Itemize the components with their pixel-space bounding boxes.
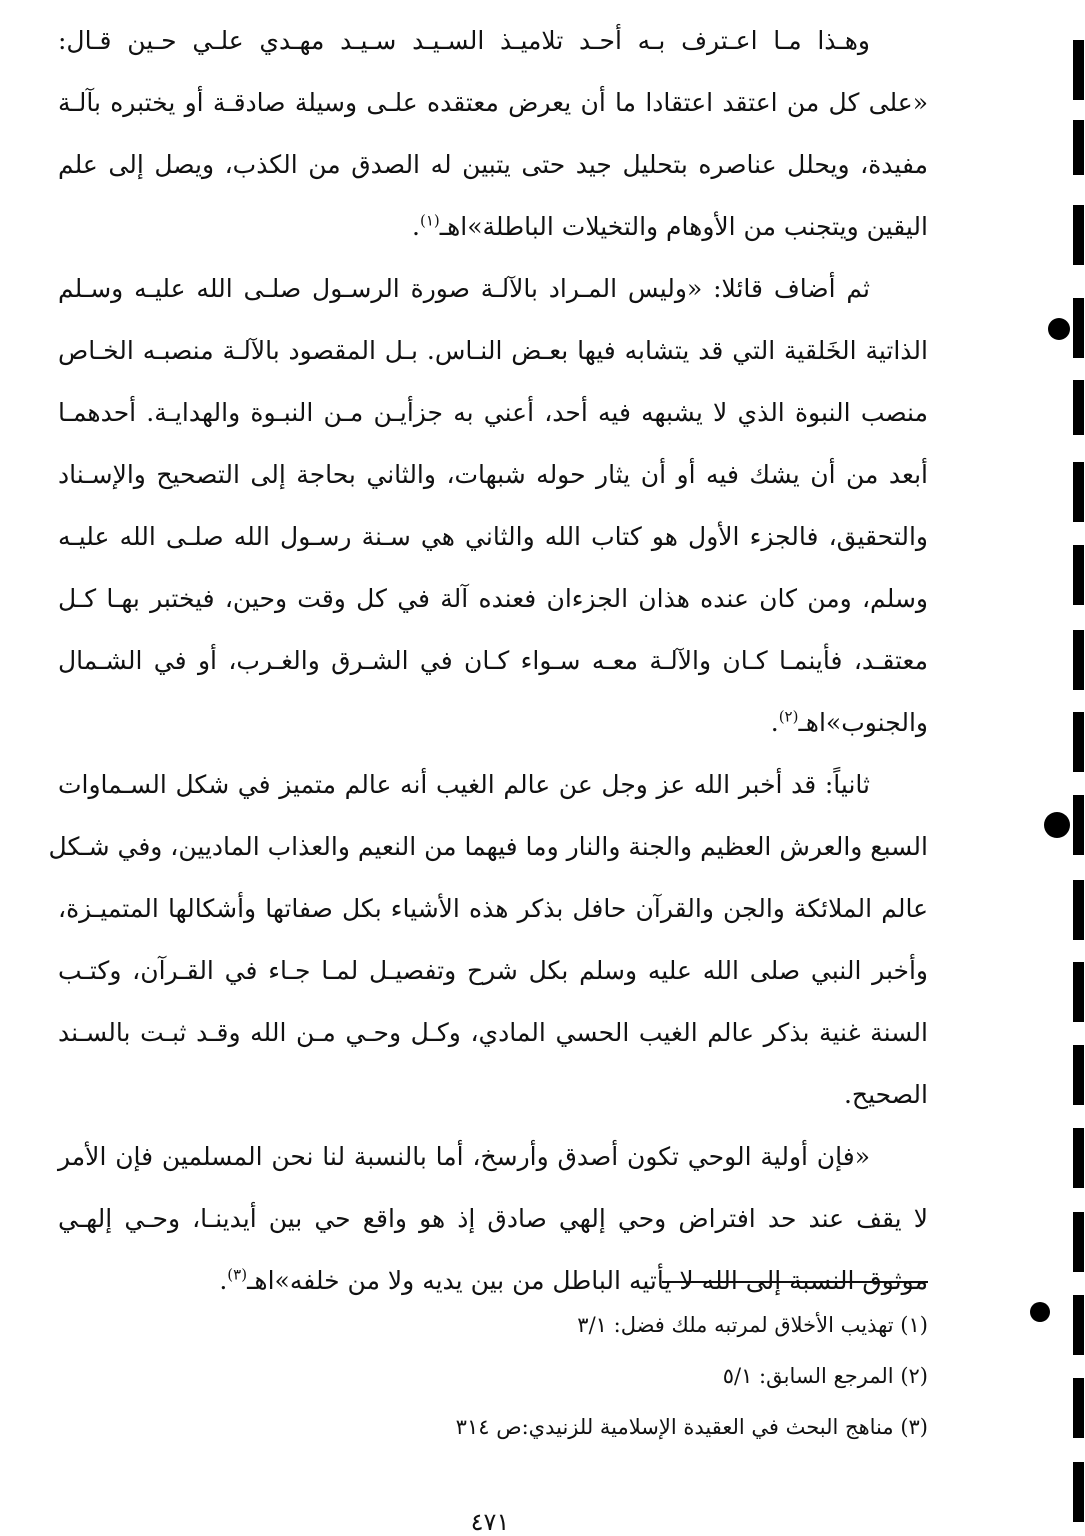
scan-edge-mark (1073, 205, 1084, 265)
scan-edge-mark (1073, 1295, 1084, 1355)
text-line: وهـذا مـا اعـترف بـه أحـد تلاميـذ السـيـد سـيـد مهـدي علـي حـين قـال: (58, 26, 870, 55)
scan-edge-mark (1073, 298, 1084, 358)
footnote-marker: (١) (420, 211, 440, 230)
page-number: ٤٧١ (470, 1508, 510, 1536)
scan-edge-mark (1073, 1378, 1084, 1438)
scan-punch-hole (1044, 812, 1070, 838)
text-line: عالم الملائكة والجن والقرآن حافل بذكر هذه الأشياء بكل صفاتها وأشكالها المتميـزة، (58, 894, 928, 923)
text-line: مفيدة، ويحلل عناصره بتحليل جيد حتى يتبين له الصدق من الكذب، ويصل إلى علم (58, 150, 928, 179)
paragraph-4 (58, 1126, 928, 1312)
text-line: موثوق النسبة إلى الله لا يأتيه الباطل من بين يديه ولا من خلفه»اهـ (247, 1266, 928, 1295)
text-line-last (58, 692, 928, 754)
scan-edge-mark (1073, 120, 1084, 175)
text-line: «على كل من اعتقد اعتقادا ما أن يعرض معتقده علـى وسيلة صادقـة أو يختبره بآلـة (58, 88, 928, 117)
scan-punch-hole (1030, 1302, 1050, 1322)
footnote-marker: (٢) (778, 707, 799, 726)
scan-edge-mark (1073, 1462, 1084, 1522)
scan-edge-mark (1073, 545, 1084, 605)
footnote-3: (٣) مناهج البحث في العقيدة الإسلامية للزنيدي:ص ٣١٤ (455, 1415, 928, 1439)
scan-punch-hole (1048, 318, 1070, 340)
footnote-1: (١) تهذيب الأخلاق لمرتبه ملك فضل: ٣/١ (577, 1313, 928, 1337)
line-end: . (770, 708, 779, 737)
text-line: السبع والعرش العظيم والجنة والنار وما فيهما من النعيم والعذاب الماديين، وفي شـكل (48, 832, 928, 861)
paragraph-1 (58, 10, 928, 258)
main-text (48, 10, 928, 1312)
text-line: وسلم، ومن كان عنده هذان الجزءان فعنده آلة في كل وقت وحين، فيختبر بهـا كـل (58, 584, 928, 613)
scan-edge-mark (1073, 962, 1084, 1022)
footnote-marker: (٣) (227, 1265, 248, 1284)
footnotes (368, 1300, 928, 1453)
text-line: ثانياً: قد أخبر الله عز وجل عن عالم الغيب أنه عالم متميز في شكل السـماوات (58, 770, 870, 799)
text-line: السنة غنية بذكر عالم الغيب الحسي المادي، وكـل وحـي مـن الله وقـد ثبـت بالسـند (58, 1018, 928, 1047)
footnote-separator (662, 1281, 928, 1283)
text-line: والتحقيق، فالجزء الأول هو كتاب الله والثاني هي سـنة رسـول الله صلـى الله عليـه (58, 522, 928, 551)
text-line: وأخبر النبي صلى الله عليه وسلم بكل شرح وتفصيـل لمـا جـاء في القـرآن، وكتـب (58, 956, 928, 985)
text-line: الصحيح. (843, 1080, 928, 1109)
scan-edge-mark (1073, 712, 1084, 772)
scan-edge-mark (1073, 1045, 1084, 1105)
text-line: والجنوب»اهـ (798, 708, 928, 737)
scan-edge-mark (1073, 880, 1084, 940)
scan-edge-mark (1073, 795, 1084, 855)
line-end: . (219, 1266, 228, 1295)
scan-edge-mark (1073, 1212, 1084, 1272)
scan-edge-mark (1073, 462, 1084, 522)
text-line: منصب النبوة الذي لا يشبهه فيه أحد، أعني به جزأيـن مـن النبـوة والهدايـة. أحدهمـا (58, 398, 928, 427)
text-line: معتقـد، فأينمـا كـان والآلـة معـه سـواء كـان في الشـرق والغـرب، أو في الشـمال (58, 646, 928, 675)
paragraph-2 (58, 258, 928, 754)
text-line: الذاتية الخَلقية التي قد يتشابه فيها بعـض النـاس. بـل المقصود بالآلـة منصبـه الخـاص (58, 336, 928, 365)
text-line: «فإن أولية الوحي تكون أصدق وأرسخ، أما بالنسبة لنا نحن المسلمين فإن الأمر (58, 1142, 870, 1171)
scan-edge-mark (1073, 630, 1084, 690)
scan-edge-mark (1073, 40, 1084, 100)
footnote-2: (٢) المرجع السابق: ٥/١ (722, 1364, 928, 1388)
text-line-last (58, 196, 928, 258)
line-end: . (412, 212, 420, 241)
text-line: أبعد من أن يشك فيه أو أن يثار حوله شبهات، والثاني بحاجة إلى التصحيح والإسـناد (58, 460, 928, 489)
paragraph-3 (48, 754, 928, 1126)
scan-edge-mark (1073, 1128, 1084, 1188)
text-line: ثم أضاف قائلا: «وليس المـراد بالآلـة صورة الرسـول صلـى الله عليـه وسـلم (58, 274, 870, 303)
scan-edge-mark (1073, 380, 1084, 435)
text-line: اليقين ويتجنب من الأوهام والتخيلات الباطلة»اهـ (439, 212, 928, 241)
text-line: لا يقف عند حد افتراض وحي إلهي صادق إذ هو واقع حي بين أيدينـا، وحـي إلهـي (58, 1204, 928, 1233)
